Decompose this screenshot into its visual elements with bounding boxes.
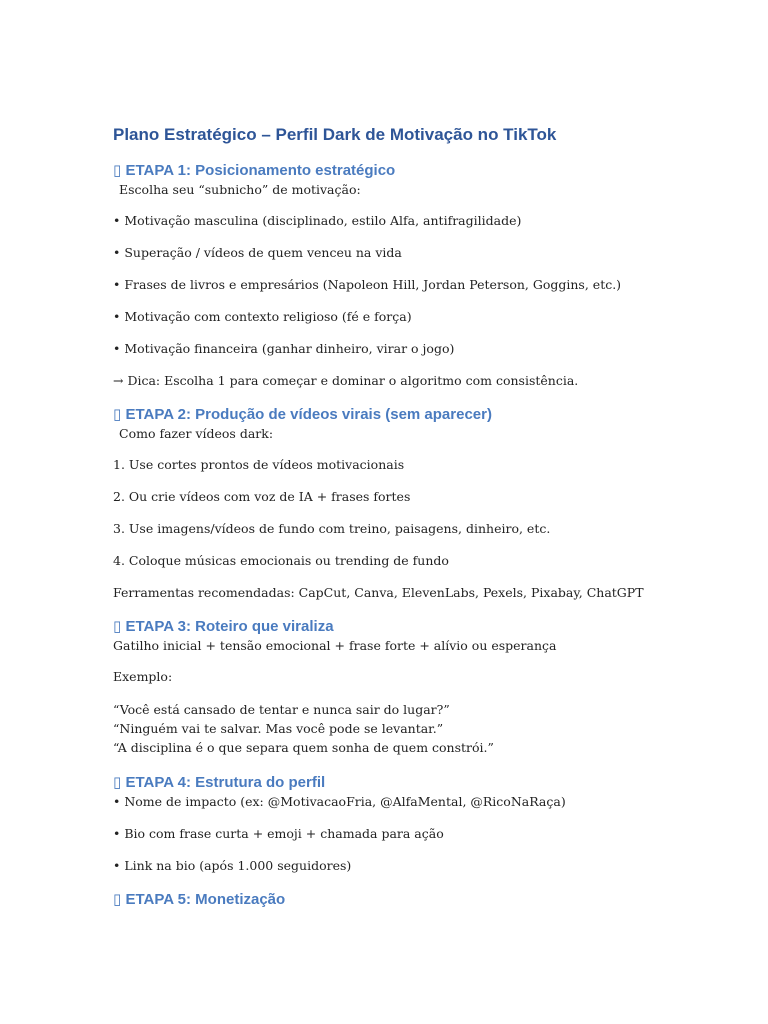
missing-glyph-icon: ▯ xyxy=(113,773,122,791)
tools-paragraph: Ferramentas recomendadas: CapCut, Canva, ElevenLabs, Pexels, Pixabay, ChatGPT xyxy=(113,585,644,600)
section-heading-etapa-5 xyxy=(113,889,708,910)
list-item: • Frases de livros e empresários (Napoleon Hill, Jordan Peterson, Goggins, etc.) xyxy=(113,277,622,292)
section-heading-text: ETAPA 4: Estrutura do perfil xyxy=(125,774,326,791)
list-item: 2. Ou crie vídeos com voz de IA + frases fortes xyxy=(113,489,411,504)
list-item: 4. Coloque músicas emocionais ou trending de fundo xyxy=(113,553,449,568)
list-item: 1. Use cortes prontos de vídeos motivacionais xyxy=(113,457,405,472)
section-heading-text: ETAPA 2: Produção de vídeos virais (sem aparecer) xyxy=(125,406,492,423)
list-item: • Link na bio (após 1.000 seguidores) xyxy=(113,858,352,873)
section-intro: Como fazer vídeos dark: xyxy=(119,426,274,441)
quote-line: “Ninguém vai te salvar. Mas você pode se levantar.” xyxy=(113,721,444,736)
section-intro: Escolha seu “subnicho” de motivação: xyxy=(119,182,361,197)
missing-glyph-icon: ▯ xyxy=(113,161,122,179)
section-intro: Gatilho inicial + tensão emocional + frase forte + alívio ou esperança xyxy=(113,638,557,653)
quote-line: “Você está cansado de tentar e nunca sair do lugar?” xyxy=(113,702,450,717)
list-item: • Motivação financeira (ganhar dinheiro, virar o jogo) xyxy=(113,341,455,356)
section-heading-etapa-4 xyxy=(113,772,708,793)
tip-paragraph: → Dica: Escolha 1 para começar e dominar o algoritmo com consistência. xyxy=(113,373,579,388)
section-heading-etapa-1 xyxy=(113,160,708,181)
list-item: • Nome de impacto (ex: @MotivacaoFria, @AlfaMental, @RicoNaRaça) xyxy=(113,794,566,809)
section-heading-text: ETAPA 5: Monetização xyxy=(125,891,286,908)
section-heading-etapa-2 xyxy=(113,404,708,425)
list-item: • Bio com frase curta + emoji + chamada para ação xyxy=(113,826,444,841)
example-quotes xyxy=(113,700,708,757)
section-heading-etapa-3 xyxy=(113,616,708,637)
missing-glyph-icon: ▯ xyxy=(113,617,122,635)
list-item: • Superação / vídeos de quem venceu na vida xyxy=(113,245,402,260)
example-label: Exemplo: xyxy=(113,669,173,684)
section-heading-text: ETAPA 3: Roteiro que viraliza xyxy=(125,618,334,635)
missing-glyph-icon: ▯ xyxy=(113,890,122,908)
list-item: • Motivação com contexto religioso (fé e força) xyxy=(113,309,412,324)
list-item: 3. Use imagens/vídeos de fundo com treino, paisagens, dinheiro, etc. xyxy=(113,521,551,536)
quote-line: “A disciplina é o que separa quem sonha de quem constrói.” xyxy=(113,740,494,755)
section-heading-text: ETAPA 1: Posicionamento estratégico xyxy=(125,162,396,179)
missing-glyph-icon: ▯ xyxy=(113,405,122,423)
list-item: • Motivação masculina (disciplinado, estilo Alfa, antifragilidade) xyxy=(113,213,522,228)
document-title: Plano Estratégico – Perfil Dark de Motivação no TikTok xyxy=(113,125,557,144)
